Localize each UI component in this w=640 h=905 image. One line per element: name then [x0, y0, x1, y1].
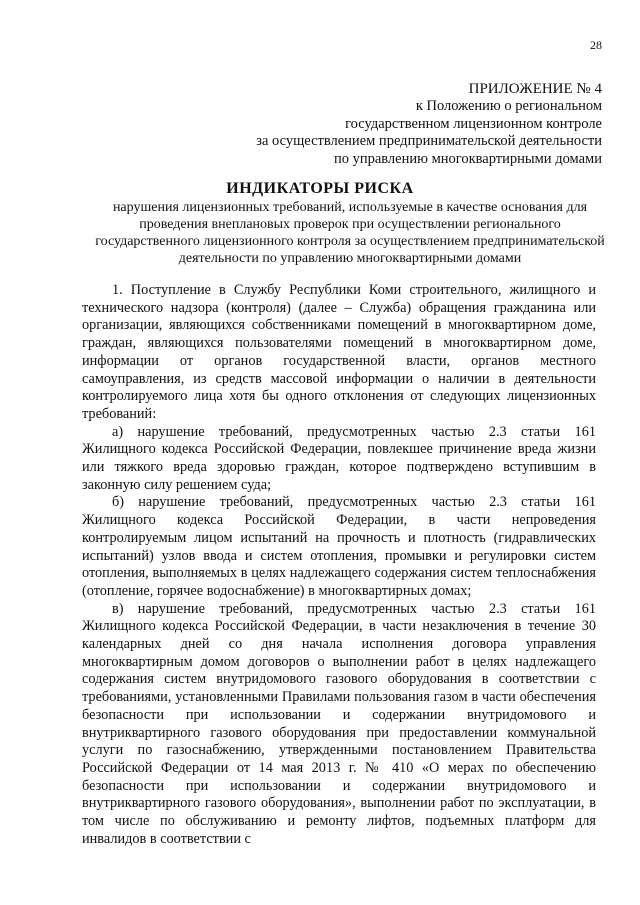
document-subheading: нарушения лицензионных требований, используемые в качестве основания для проведения внеплановых проверок при осуществлении регионального государственного лицензионного контроля за осуществлением предпринимательской деятельности по управлению многоквартирными домами [95, 200, 605, 266]
paragraph: б) нарушение требований, предусмотренных частью 2.3 статьи 161 Жилищного кодекса Российской Федерации, в части непроведения контролируемым лицом испытаний на прочность и плотность (гидравлических испытаний) узлов ввода и систем отопления, промывки и регулировки систем отопления, выполняемых в целях надлежащего содержания систем теплоснабжения (отопление, горячее водоснабжение) в многоквартирных домах; [82, 494, 596, 599]
page-number: 28 [590, 38, 602, 52]
appendix-block [182, 80, 602, 168]
paragraph: в) нарушение требований, предусмотренных частью 2.3 статьи 161 Жилищного кодекса Российской Федерации, в части незаключения в течение 30 календарных дней со дня начала исполнения договора управления многоквартирным домом договоров о выполнении работ в целях надлежащего содержания систем внутридомового газового оборудования в соответствии с требованиями, установленными Правилами пользования газом в части обеспечения безопасности при использовании и содержании внутридомового и внутриквартирного газового оборудования при предоставлении коммунальной услуги по газоснабжению, утвержденными постановлением Правительства Российской Федерации от 14 мая 2013 г. № 410 «О мерах по обеспечению безопасности при использовании и содержании внутридомового и внутриквартирного газового оборудования», выполнении работ по эксплуатации, в том числе по обслуживанию и ремонту лифтов, подъемных платформ для инвалидов в соответствии с [82, 600, 596, 847]
body-text [82, 282, 596, 849]
appendix-line: по управлению многоквартирными домами [333, 150, 602, 167]
appendix-line: государственном лицензионном контроле [345, 115, 602, 132]
document-heading: ИНДИКАТОРЫ РИСКА [226, 180, 414, 197]
appendix-line: к Положению о региональном [415, 98, 602, 114]
paragraph: 1. Поступление в Службу Республики Коми строительного, жилищного и технического надзора (контроля) (далее – Служба) обращения гражданина или организации, являющихся собственниками помещений в многоквартирном доме, граждан, являющихся пользователями помещений в многоквартирном доме, информации от органов государственной власти, органов местного самоуправления, из средств массовой информации о наличии в деятельности контролируемого лица хотя бы одного отклонения от следующих лицензионных требований: [82, 282, 596, 422]
paragraph: а) нарушение требований, предусмотренных частью 2.3 статьи 161 Жилищного кодекса Российской Федерации, повлекшее причинение вреда жизни или тяжкого вреда здоровью граждан, которое подтверждено вступившим в законную силу решением суда; [82, 423, 596, 493]
appendix-line: за осуществлением предпринимательской деятельности [256, 133, 602, 149]
appendix-title: ПРИЛОЖЕНИЕ № 4 [468, 81, 602, 97]
